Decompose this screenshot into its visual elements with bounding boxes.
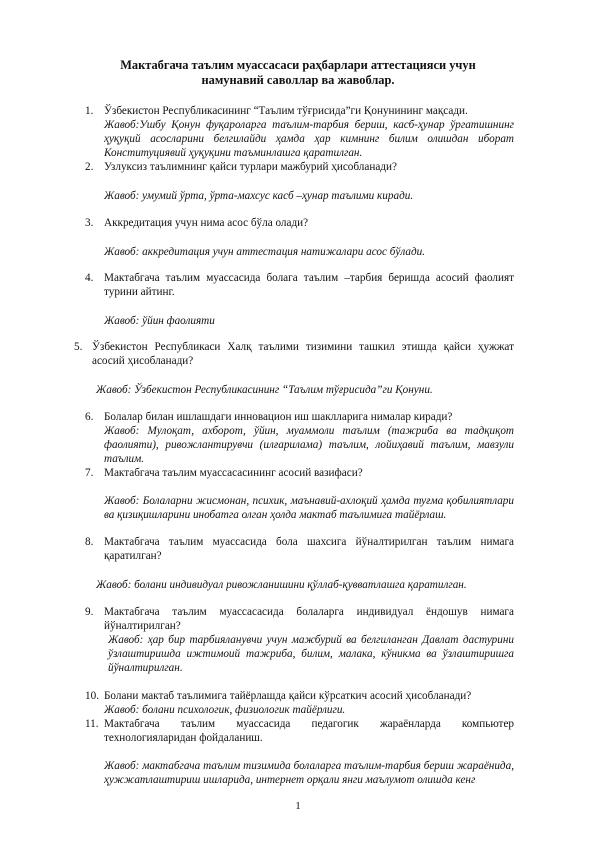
question-number: 6.: [85, 411, 94, 423]
qa-item: [104, 689, 514, 717]
question-number: 2.: [85, 161, 94, 173]
question-text: Мактабгача таълим муассасасида болаларга индивидуал ёндошув нимага йўналтирилган?: [104, 606, 514, 632]
question-text: Болалар билан ишлашдаги инновацион иш шаклларига нималар киради?: [104, 411, 453, 423]
answer-text: Жавоб: болани индивидуал ривожланишини қўллаб-қувватлашга қаратилган.: [96, 579, 467, 591]
qa-item: [104, 104, 514, 160]
question-number: 8.: [85, 536, 94, 548]
question-number: 5.: [74, 341, 83, 353]
answer-text: Жавоб: мактабгача таълим тизимида болаларга таълим-тарбия бериш жараёнида, ҳужжатлаштириш ишларида, интернет орқали янги маълумот олишда кенг: [104, 760, 514, 786]
answer-text: Жавоб: ҳар бир тарбияланувчи учун мажбурий ва белгиланган Давлат дастурини ўзлаштиришда ижтимоий тажриба, билим, малака, кўникма ва ўзлаштиришга йўналтирилган.: [108, 634, 514, 674]
qa-item: [104, 216, 514, 259]
question-text: Мактабгача таълим муассасида бола шахсига йўналтирилган таълим нимага қаратилган?: [104, 536, 514, 562]
question-number: 10.: [85, 690, 99, 702]
title-line-2: намунавий саволлар ва жавоблар.: [201, 73, 395, 87]
qa-item: [96, 535, 514, 592]
question-number: 1.: [85, 105, 94, 117]
question-text: Ўзбекистон Республикасининг “Таълим тўғрисида”ги Қонунининг мақсади.: [104, 105, 468, 117]
question-text: Ўзбекистон Республикаси Халқ таълими тизимини ташкил этишда қайси ҳужжат асосий ҳисобланади?: [92, 341, 514, 367]
question-number: 9.: [85, 606, 94, 618]
page-title: [80, 58, 516, 88]
question-text: Узлуксиз таълимнинг қайси турлари мажбурий ҳисобланади?: [104, 161, 397, 173]
question-number: 3.: [85, 217, 94, 229]
answer-text: Жавоб: аккредитация учун аттестация натижалари асос бўлади.: [104, 246, 426, 258]
qa-item: [104, 160, 514, 203]
question-number: 7.: [85, 467, 94, 479]
question-text: Болани мактаб таълимига тайёрлашда қайси кўрсаткич асосий ҳисобланади?: [104, 690, 472, 702]
answer-text: Жавоб: ўйин фаолияти: [104, 315, 215, 327]
qa-item: [104, 605, 514, 675]
answer-text: Жавоб:Ушбу Қонун фуқароларга таълим-тарбия бериш, касб-ҳунар ўргатишнинг ҳуқуқий асосларини белгилайди ҳамда ҳар кимнинг билим олишдан иборат Конституциявий ҳуқуқини таъминлашга қаратилган.: [104, 119, 514, 159]
answer-text: Жавоб: Мулоқат, ахборот, ўйин, муаммоли таълим (тажриба ва тадқиқот фаолияти), ривожлантирувчи (илғарилама) таълим, лойиҳавий таълим, мавзули таълим.: [104, 425, 514, 465]
title-line-1: Мактабгача таълим муассасаси раҳбарлари аттестацияси учун: [120, 58, 476, 72]
question-text: Мактабгача таълим муассасида педагогик жараёнларда компьютер технологияларидан фойдаланиш.: [104, 718, 514, 744]
answer-text: Жавоб: Ўзбекистон Республикасининг “Таълим тўғрисида”ги Қонуни.: [96, 384, 433, 396]
qa-item: [104, 410, 514, 466]
qa-item: [92, 340, 514, 397]
page-number: 1: [295, 800, 301, 812]
question-text: Аккредитация учун нима асос бўла олади?: [104, 217, 309, 229]
answer-text: Жавоб: умумий ўрта, ўрта-махсус касб –ҳунар таълими киради.: [104, 190, 414, 202]
question-text: Мактабгача таълим муассасида болага таълим –тарбия беришда асосий фаолият турини айтинг.: [104, 272, 514, 298]
question-text: Мактабгача таълим муассасасининг асосий вазифаси?: [104, 467, 363, 479]
answer-text: Жавоб: Болаларни жисмонан, психик, маънавий-ахлоқий ҳамда туғма қобилиятлари ва қизиқишларини инобатга олган ҳолда мактаб таълимига тайёрлаш.: [104, 495, 514, 521]
qa-item: [104, 271, 514, 328]
question-number: 11.: [85, 718, 99, 730]
qa-item: [104, 466, 514, 522]
answer-text: Жавоб: болани психологик, физиологик тайёрлиги.: [104, 704, 346, 716]
qa-item: [104, 717, 514, 787]
question-number: 4.: [85, 272, 94, 284]
